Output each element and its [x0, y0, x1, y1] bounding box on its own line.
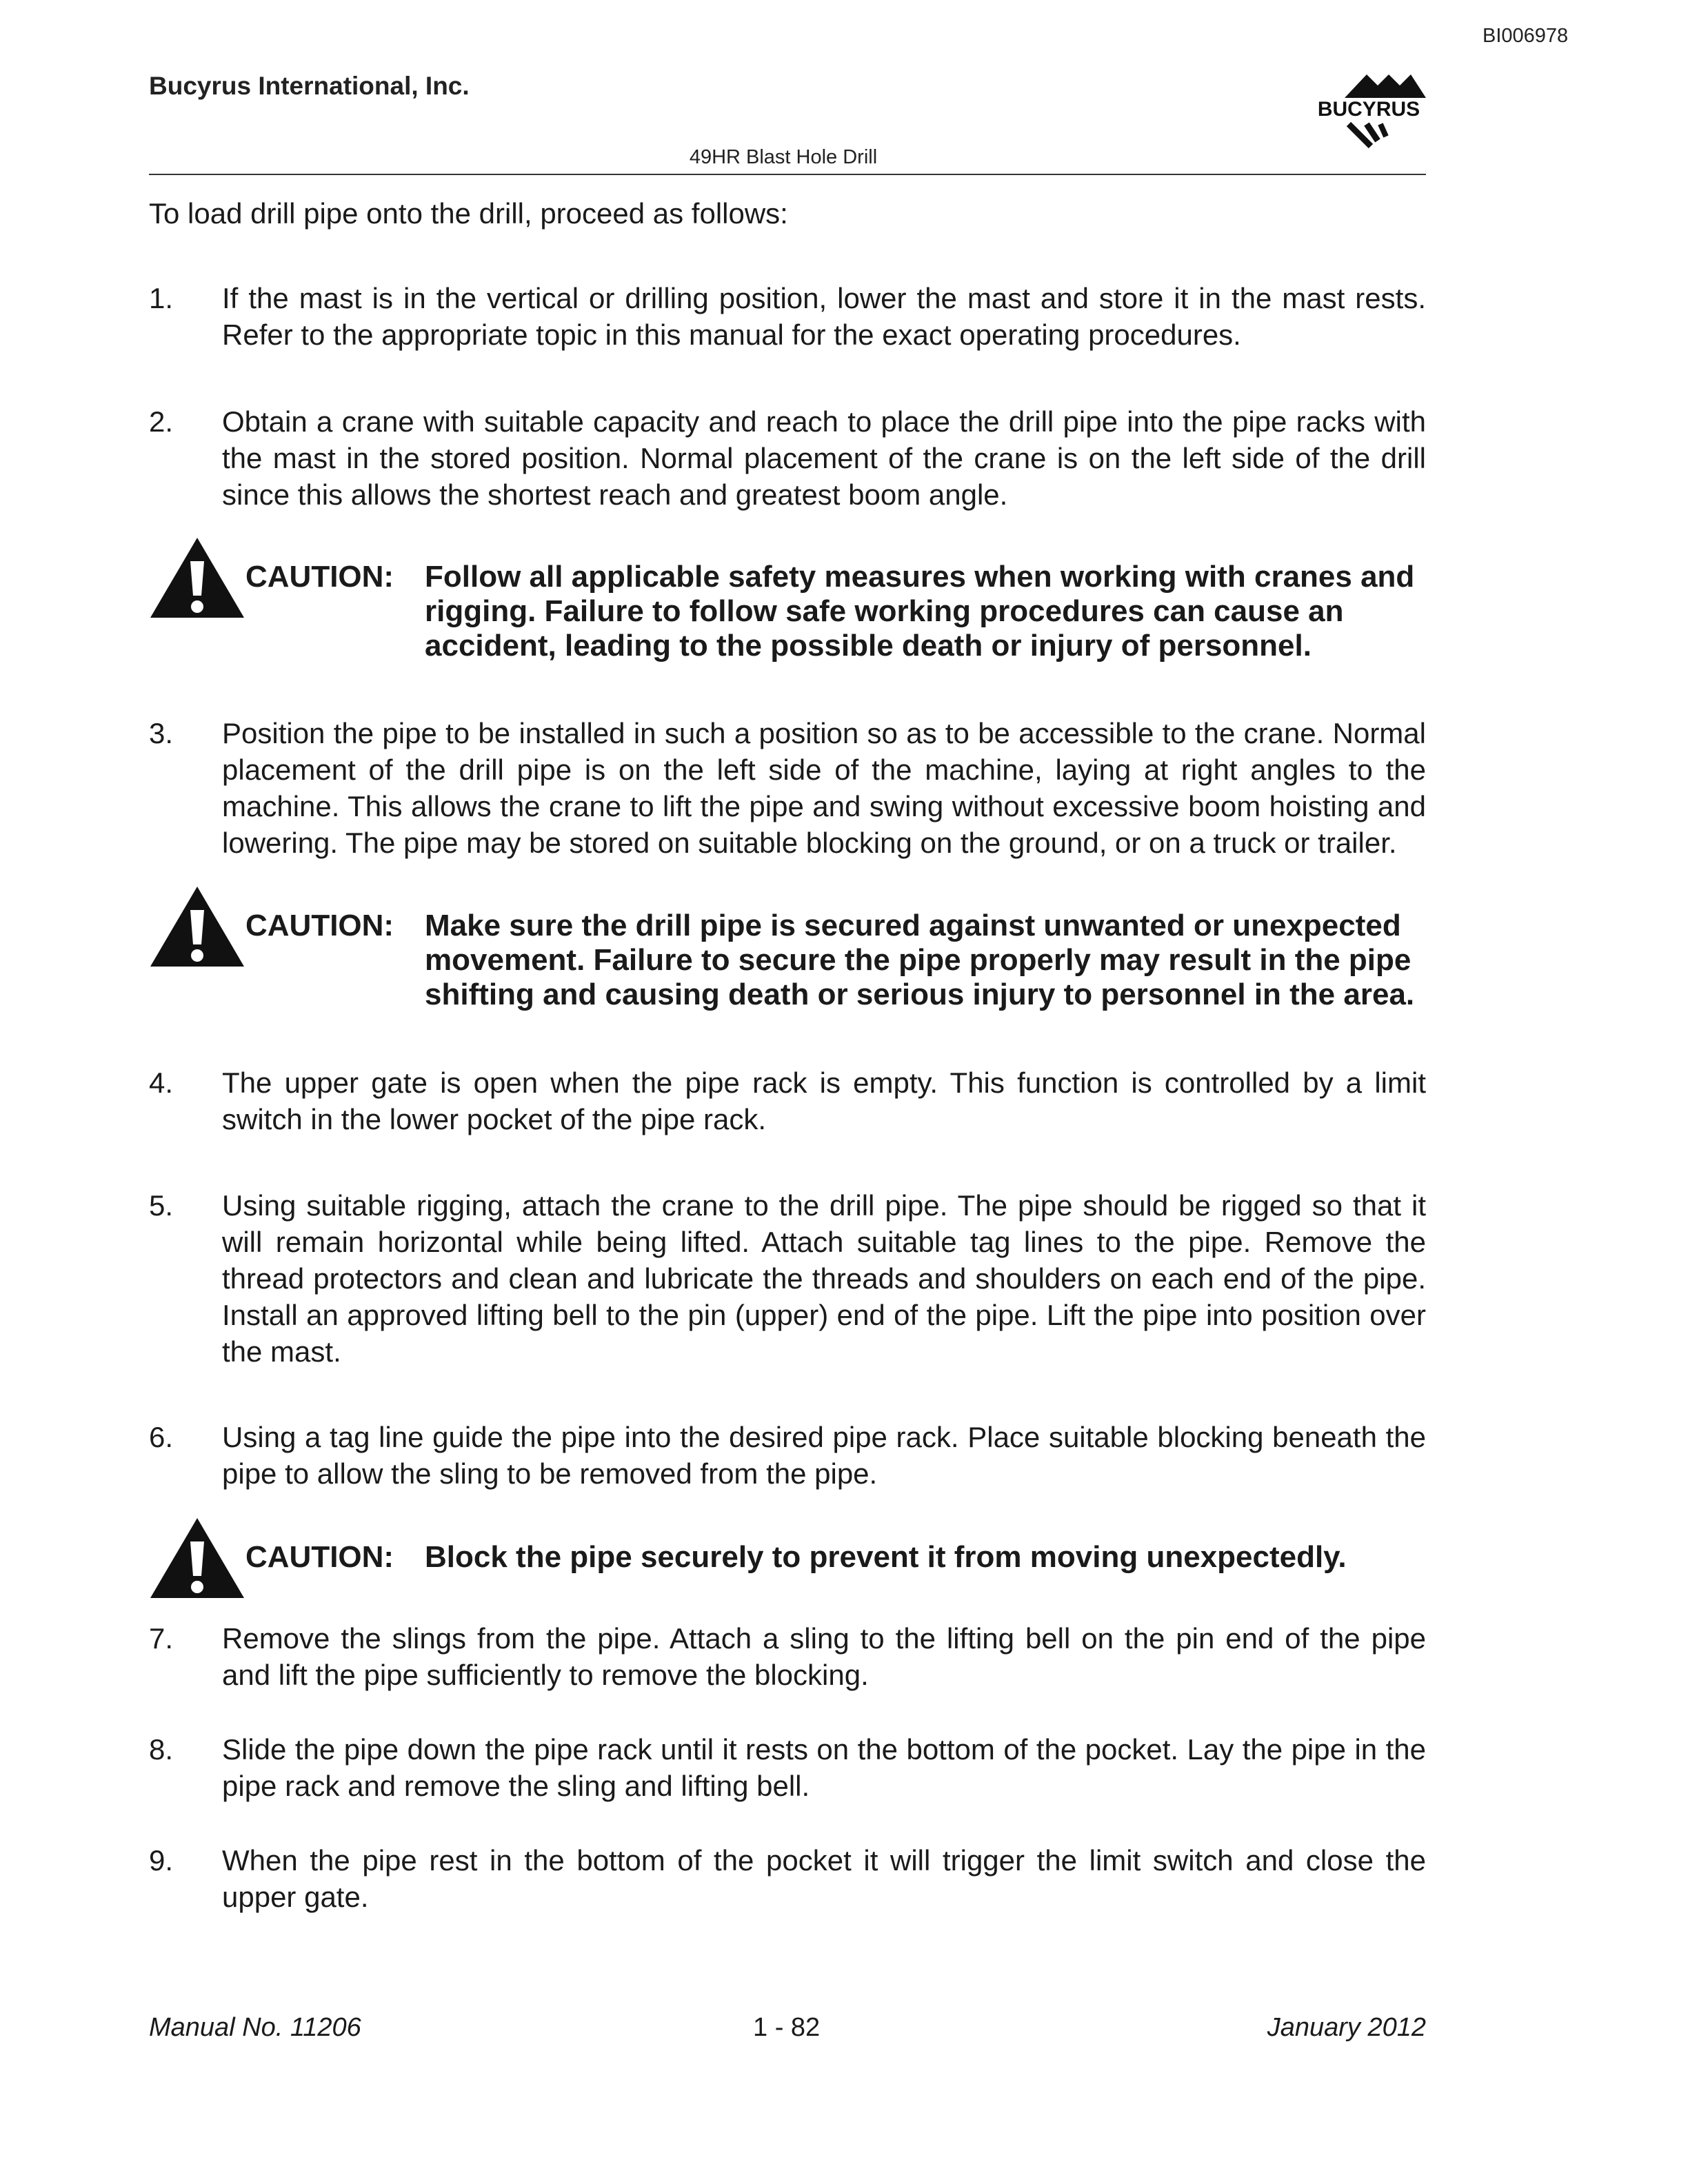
warning-triangle-icon [149, 884, 245, 971]
step-4 [149, 1064, 1426, 1138]
caution-label: CAUTION: [245, 909, 394, 942]
step-9 [149, 1842, 1426, 1915]
step-number: 8. [149, 1733, 174, 1766]
footer-date: January 2012 [1267, 2013, 1426, 2042]
step-1 [149, 280, 1426, 353]
step-5 [149, 1187, 1426, 1370]
step-text: Obtain a crane with suitable capacity and reach to place the drill pipe into the pipe racks with the mast in the stored position. Normal placement of the crane is on the left side of the drill since this allows the shortest reach and greatest boom angle. [222, 405, 1426, 511]
step-number: 2. [149, 405, 174, 438]
footer-manual-number: Manual No. 11206 [149, 2013, 361, 2042]
step-number: 3. [149, 717, 174, 749]
step-number: 5. [149, 1189, 174, 1222]
warning-triangle-icon [149, 1515, 245, 1602]
step-2 [149, 403, 1426, 513]
caution-2 [149, 909, 1431, 1012]
caution-label: CAUTION: [245, 560, 394, 594]
bucyrus-logo [1303, 70, 1434, 152]
step-8 [149, 1731, 1426, 1804]
step-number: 1. [149, 282, 174, 314]
step-text: The upper gate is open when the pipe rack is empty. This function is controlled by a limit switch in the lower pocket of the pipe rack. [222, 1066, 1426, 1135]
step-text: If the mast is in the vertical or drilling position, lower the mast and store it in the mast rests. Refer to the appropriate topic in this manual for the exact operating procedures. [222, 282, 1426, 351]
step-text: Using suitable rigging, attach the crane to the drill pipe. The pipe should be rigged so that it will remain horizontal while being lifted. Attach suitable tag lines to the pipe. Remove the thread protectors and clean and lubricate the threads and shoulders on each end of the pipe. Install an approved lifting bell to the pin (upper) end of the pipe. Lift the pipe into position over the mast. [222, 1189, 1426, 1368]
document-subtitle: 49HR Blast Hole Drill [689, 146, 878, 168]
footer-page-number: 1 - 82 [753, 2013, 821, 2042]
logo-text: BUCYRUS [1317, 98, 1420, 121]
caution-1 [149, 560, 1431, 663]
caution-text: Follow all applicable safety measures when working with cranes and rigging. Failure to follow safe working procedures can cause an accident, leading to the possible death or injury of personnel. [425, 560, 1415, 663]
step-number: 4. [149, 1066, 174, 1099]
step-number: 9. [149, 1844, 174, 1877]
caution-label: CAUTION: [245, 1540, 394, 1574]
intro-text: To load drill pipe onto the drill, proceed as follows: [149, 197, 788, 230]
warning-triangle-icon [149, 535, 245, 622]
step-text: Remove the slings from the pipe. Attach a sling to the lifting bell on the pin end of the pipe and lift the pipe sufficiently to remove the blocking. [222, 1622, 1426, 1691]
step-text: Using a tag line guide the pipe into the desired pipe rack. Place suitable blocking beneath the pipe to allow the sling to be removed from the pipe. [222, 1421, 1426, 1490]
step-7 [149, 1620, 1426, 1693]
caution-text: Block the pipe securely to prevent it from moving unexpectedly. [425, 1540, 1347, 1574]
step-text: Position the pipe to be installed in such a position so as to be accessible to the crane. Normal placement of the drill pipe is on the left side of the machine, laying at right angles to the machine. This allows the crane to lift the pipe and swing without excessive boom hoisting and lowering. The pipe may be stored on suitable blocking on the ground, or on a truck or trailer. [222, 717, 1426, 859]
step-number: 6. [149, 1421, 174, 1453]
caution-3 [149, 1540, 1431, 1575]
header-divider [149, 174, 1426, 175]
step-text: When the pipe rest in the bottom of the pocket it will trigger the limit switch and close the upper gate. [222, 1844, 1426, 1913]
caution-text: Make sure the drill pipe is secured against unwanted or unexpected movement. Failure to secure the pipe properly may result in the pipe shifting and causing death or serious injury to personnel in the area. [425, 909, 1415, 1011]
step-text: Slide the pipe down the pipe rack until it rests on the bottom of the pocket. Lay the pipe in the pipe rack and remove the sling and lifting bell. [222, 1733, 1426, 1802]
step-number: 7. [149, 1622, 174, 1655]
company-name: Bucyrus International, Inc. [149, 72, 470, 100]
step-3 [149, 715, 1426, 861]
document-id: BI006978 [1483, 25, 1569, 47]
step-6 [149, 1419, 1426, 1492]
